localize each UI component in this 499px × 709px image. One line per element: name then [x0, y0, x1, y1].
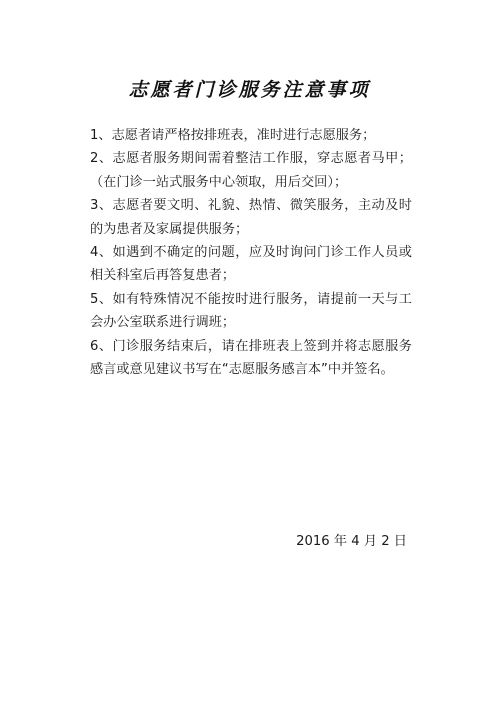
document-date: 2016 年 4 月 2 日	[296, 534, 407, 549]
notice-item-1: 1、志愿者请严格按排班表，准时进行志愿服务；	[90, 128, 376, 143]
notice-item-5: 5、如有特殊情况不能按时进行服务，请提前一天与工会办公室联系进行调班；	[90, 291, 412, 331]
notice-item-6: 6、门诊服务结束后，请在排班表上签到并将志愿服务感言或意见建议书写在“志愿服务感言本”中并签名。	[90, 338, 412, 378]
notice-item-4: 4、如遇到不确定的问题，应及时询问门诊工作人员或相关科室后再答复患者；	[90, 245, 412, 284]
document-body	[90, 124, 412, 381]
notice-item-2: 2、志愿者服务期间需着整洁工作服，穿志愿者马甲；（在门诊一站式服务中心领取，用后交回）；	[90, 151, 412, 190]
notice-item-3: 3、志愿者要文明、礼貌、热情、微笑服务，主动及时的为患者及家属提供服务；	[90, 198, 412, 237]
document-title: 志愿者门诊服务注意事项	[128, 79, 371, 101]
